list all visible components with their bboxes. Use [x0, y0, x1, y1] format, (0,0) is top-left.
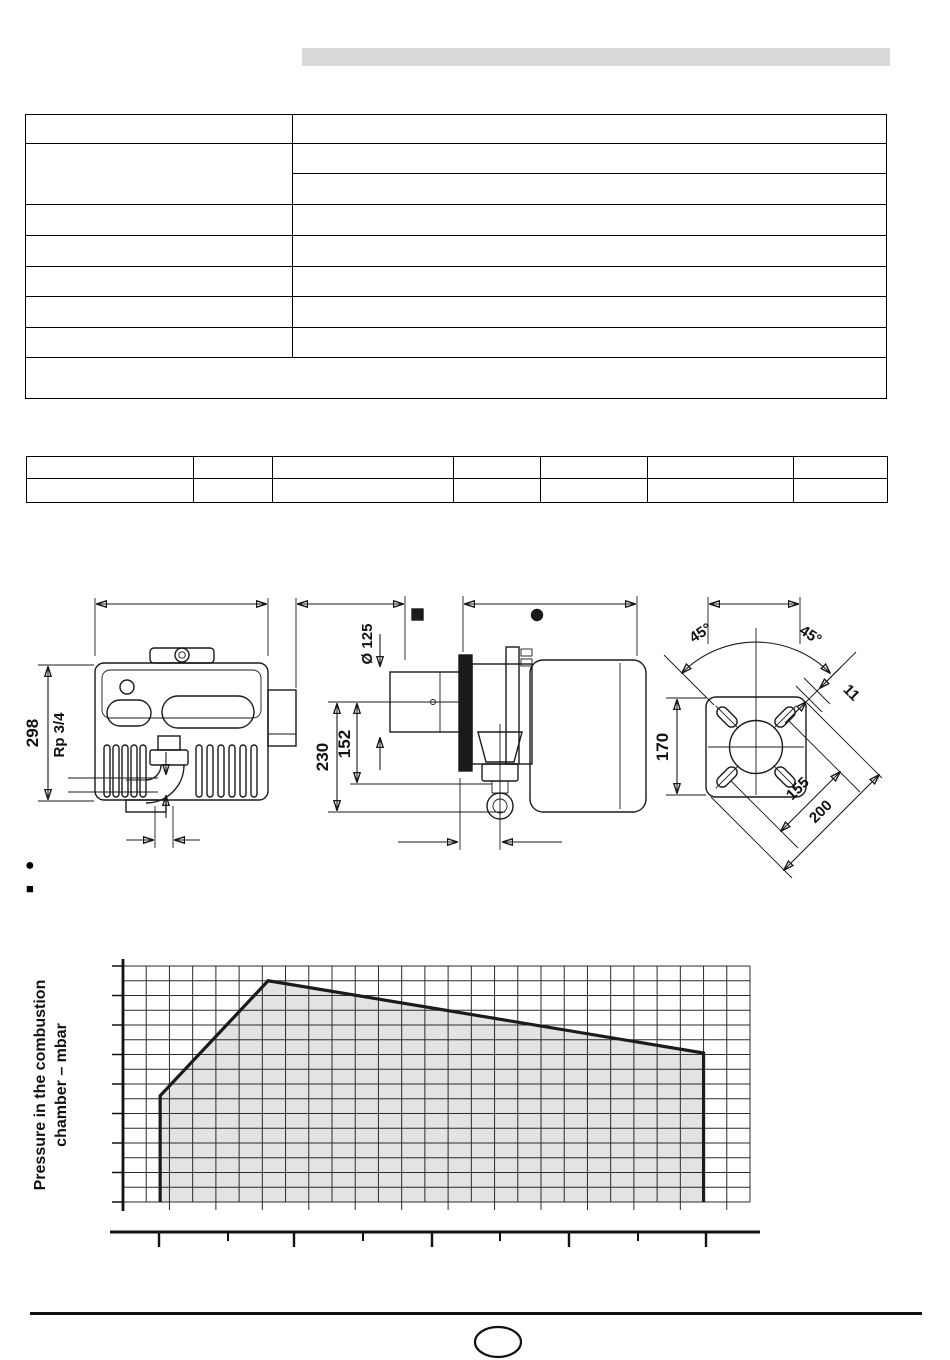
table-cell	[26, 328, 293, 358]
table-cell	[26, 205, 293, 236]
table-cell	[293, 115, 887, 144]
model-table	[26, 456, 888, 503]
table-cell	[541, 479, 648, 503]
dim-298-label: 298	[23, 718, 42, 748]
footer-logo	[470, 1324, 526, 1360]
burner-front-view	[23, 598, 403, 848]
table-cell	[27, 479, 194, 503]
table-cell	[454, 457, 541, 479]
logo-ellipse-icon	[475, 1327, 521, 1357]
table-cell	[648, 457, 794, 479]
table-cell	[26, 115, 293, 144]
table-cell	[26, 144, 293, 205]
spec-table	[25, 114, 887, 399]
table-cell	[273, 479, 454, 503]
dim-170-label: 170	[653, 732, 672, 762]
table-cell	[541, 457, 648, 479]
footer-rule	[30, 1312, 922, 1315]
vent-grille-left	[104, 745, 146, 797]
dim-230-label: 230	[313, 742, 332, 772]
working-field-area	[160, 981, 703, 1202]
table-cell	[648, 479, 794, 503]
burner-side-view	[313, 596, 646, 850]
square-marker-icon: ■	[26, 881, 34, 896]
table-cell	[273, 457, 454, 479]
table-cell	[293, 236, 887, 267]
table-cell	[293, 205, 887, 236]
header-bar	[302, 48, 890, 66]
angle-left-label: 45°	[686, 619, 715, 647]
table-cell	[293, 267, 887, 297]
circle-marker-icon	[532, 610, 543, 621]
slot-width-label: 11	[839, 681, 863, 705]
gas-connection-label: Rp 3/4	[51, 712, 68, 758]
square-marker-icon	[412, 609, 423, 620]
circle-marker-icon: ●	[25, 857, 35, 874]
mounting-flange-view	[653, 597, 882, 878]
dim-152-label: 152	[335, 729, 354, 759]
chart-bottom-stubs	[169, 1202, 726, 1210]
table-cell	[454, 479, 541, 503]
dimension-drawings	[20, 585, 950, 885]
table-cell	[194, 479, 273, 503]
table-cell	[26, 297, 293, 328]
table-cell	[293, 174, 887, 205]
table-cell	[293, 328, 887, 358]
table-cell	[194, 457, 273, 479]
dim-diameter-label: Ø 125	[359, 623, 376, 665]
chart-y-axis-label-line2: chamber – mbar	[53, 1023, 70, 1147]
dim-200-label: 200	[805, 796, 836, 827]
table-cell	[26, 236, 293, 267]
vent-grille-right	[196, 745, 257, 797]
chart-y-axis-label-line1: Pressure in the combustion	[32, 979, 49, 1191]
table-cell	[26, 358, 887, 399]
table-cell	[794, 457, 888, 479]
dim-155-label: 155	[782, 773, 813, 804]
table-cell	[293, 144, 887, 174]
chart-y-ticks	[112, 966, 123, 1202]
table-cell	[27, 457, 194, 479]
working-field-chart	[20, 950, 760, 1260]
table-cell	[26, 267, 293, 297]
table-cell	[794, 479, 888, 503]
table-cell	[293, 297, 887, 328]
angle-right-label: 45°	[796, 621, 825, 649]
